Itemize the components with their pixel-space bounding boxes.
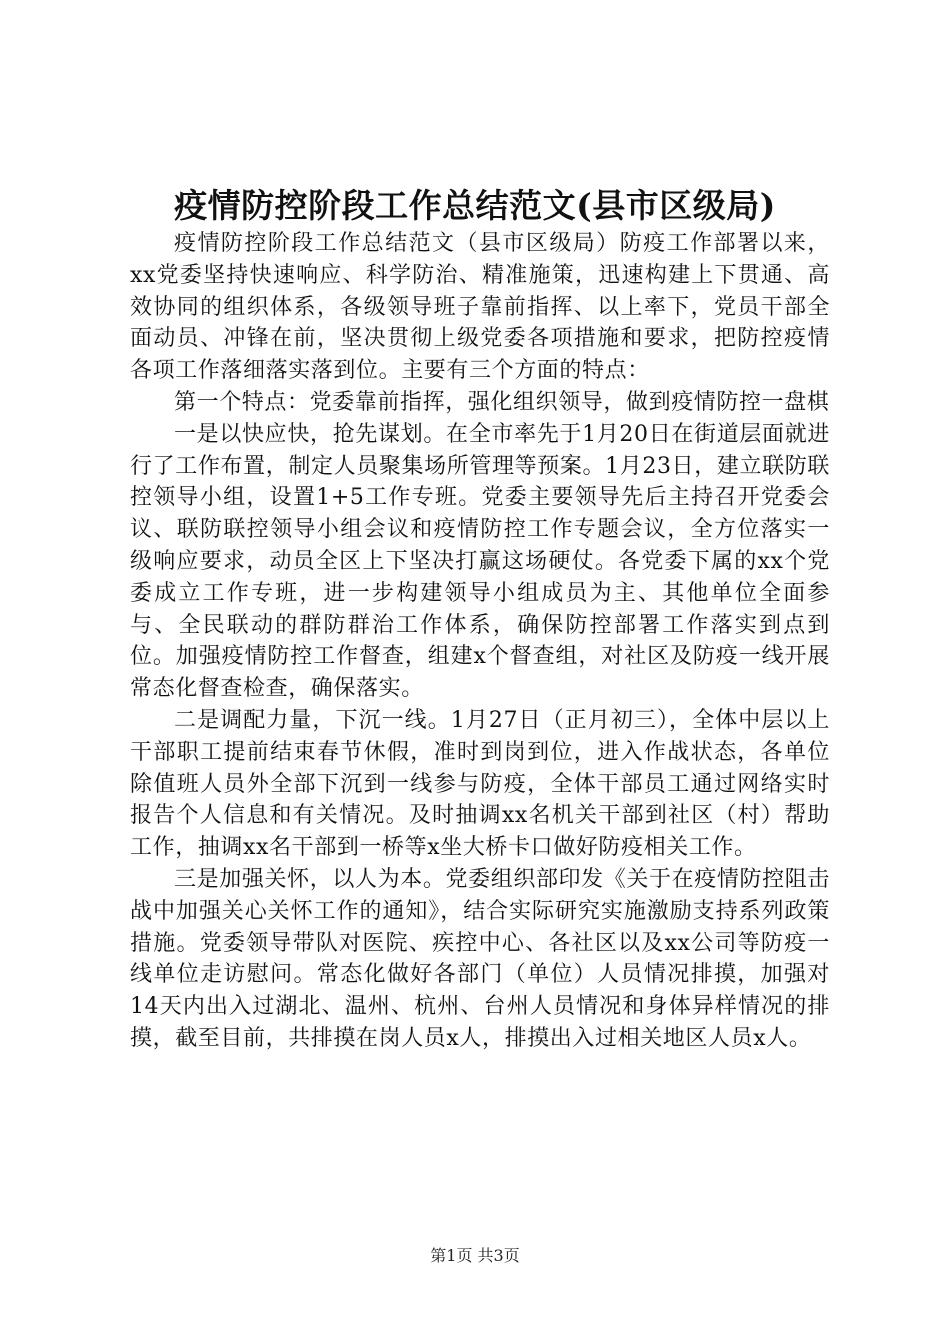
document-body: [130, 228, 830, 1055]
intro-paragraph: 疫情防控阶段工作总结范文（县市区级局）防疫工作部署以来，xx党委坚持快速响应、科学防治、精准施策，迅速构建上下贯通、高效协同的组织体系，各级领导班子靠前指挥、以上率下，党员干部全面动员、冲锋在前，坚决贯彻上级党委各项措施和要求，把防控疫情各项工作落细落实落到位。主要有三个方面的特点：: [130, 231, 830, 384]
paragraph-point-three: 三是加强关怀，以人为本。党委组织部印发《关于在疫情防控阻击战中加强关心关怀工作的通知》，结合实际研究实施激励支持系列政策措施。党委领导带队对医院、疾控中心、各社区以及xx公司等防疫一线单位走访慰问。常态化做好各部门（单位）人员情况排摸，加强对14天内出入过湖北、温州、杭州、台州人员情况和身体异样情况的排摸，截至目前，共排摸在岗人员x人，排摸出入过相关地区人员x人。: [130, 866, 830, 1051]
document-title: 疫情防控阶段工作总结范文(县市区级局): [174, 186, 776, 225]
paragraph-point-two: 二是调配力量，下沉一线。1月27日（正月初三），全体中层以上干部职工提前结束春节休假，准时到岗到位，进入作战状态，各单位除值班人员外全部下沉到一线参与防疫，全体干部员工通过网络实时报告个人信息和有关情况。及时抽调xx名机关干部到社区（村）帮助工作，抽调xx名干部到一桥等x坐大桥卡口做好防疫相关工作。: [130, 707, 830, 861]
page-number-footer: 第1页 共3页: [430, 1246, 520, 1265]
section-heading-feature-one: 第一个特点：党委靠前指挥，强化组织领导，做到疫情防控一盘棋: [174, 389, 830, 415]
paragraph-point-one: 一是以快应快，抢先谋划。在全市率先于1月20日在街道层面就进行了工作布置，制定人员聚集场所管理等预案。1月23日，建立联防联控领导小组，设置1+5工作专班。党委主要领导先后主持召开党委会议、联防联控领导小组会议和疫情防控工作专题会议，全方位落实一级响应要求，动员全区上下坚决打赢这场硬仗。各党委下属的xx个党委成立工作专班，进一步构建领导小组成员为主、其他单位全面参与、全民联动的群防群治工作体系，确保防控部署工作落实到点到位。加强疫情防控工作督查，组建x个督查组，对社区及防疫一线开展常态化督查检查，确保落实。: [130, 421, 830, 702]
